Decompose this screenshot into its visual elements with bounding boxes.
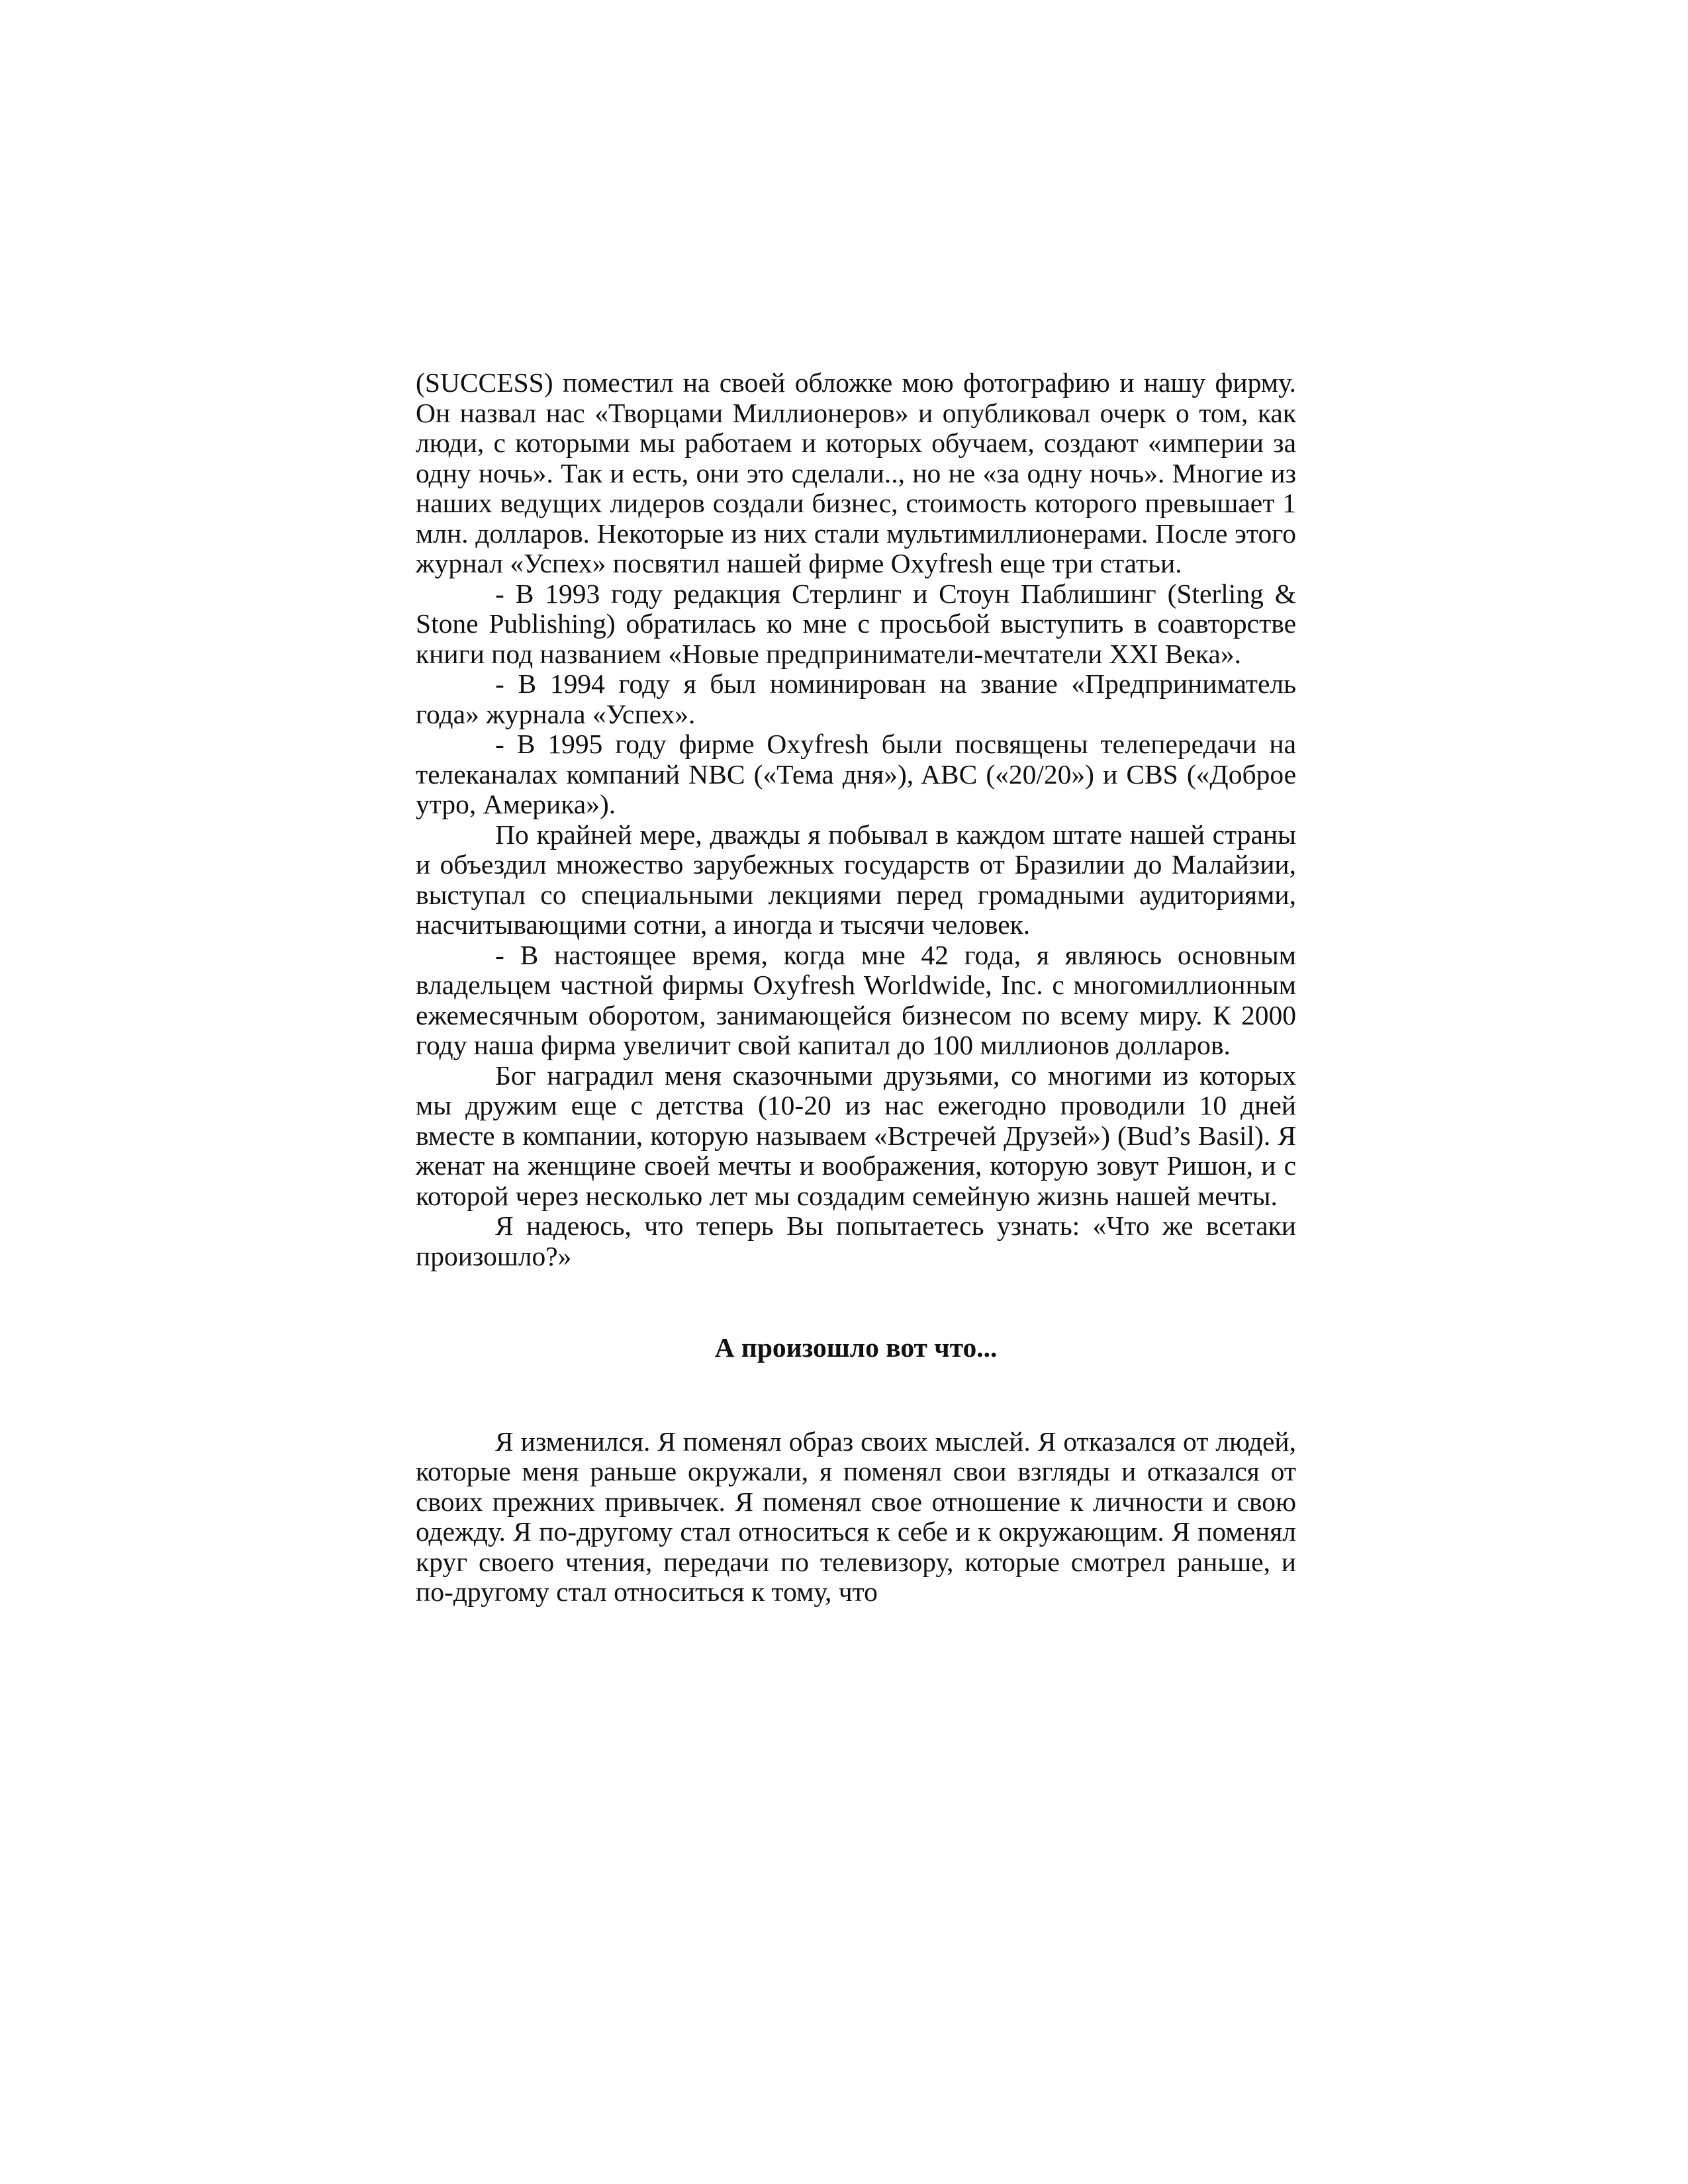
paragraph-travels: По крайней мере, дважды я побывал в каждом штате нашей страны и объездил множество зарубежных государств от Бразилии до Малайзии, выступал со специальными лекциями перед громадными аудиториями, насчитывающими сотни, а иногда и тысячи человек. xyxy=(416,819,1296,940)
section-heading: А произошло вот что... xyxy=(714,1332,998,1363)
paragraph-changes: Я изменился. Я поменял образ своих мыслей. Я отказался от людей, которые меня раньше окружали, я поменял свои взгляды и отказался от своих прежних привычек. Я поменял свое отношение к личности и свою одежду. Я по-другому стал относиться к себе и к окружающим. Я поменял круг своего чтения, передачи по телевизору, которые смотрел раньше, и по-другому стал относиться к тому, что xyxy=(416,1426,1296,1607)
paragraph-friends: Бог наградил меня сказочными друзьями, со многими из которых мы дружим еще с детства (10-20 из нас ежегодно проводили 10 дней вместе в компании, которую называем «Встречей Друзей») (Bud’s Basil). Я женат на женщине своей мечты и воображения, которую зовут Ришон, и с которой через несколько лет мы создадим семейную жизнь нашей мечты. xyxy=(416,1060,1296,1211)
paragraph-success-magazine: (SUCCESS) поместил на своей обложке мою фотографию и нашу фирму. Он назвал нас «Творцами Миллионеров» и опубликовал очерк о том, как люди, с которыми мы работаем и которых обучаем, создают «империи за одну ночь». Так и есть, они это сделали.., но не «за одну ночь». Многие из наших ведущих лидеров создали бизнес, стоимость которого превышает 1 млн. долларов. Некоторые из них стали мультимиллионерами. После этого журнал «Успех» посвятил нашей фирме Oxyfresh еще три статьи. xyxy=(416,367,1296,578)
page-body xyxy=(416,368,1296,1608)
paragraph-question: Я надеюсь, что теперь Вы попытаетесь узнать: «Что же всетаки произошло?» xyxy=(416,1210,1296,1271)
paragraph-1994: - В 1994 году я был номинирован на звание «Предприниматель года» журнала «Успех». xyxy=(416,668,1296,729)
paragraph-1993: - В 1993 году редакция Стерлинг и Стоун Паблишинг (Sterling & Stone Publishing) обратилась ко мне с просьбой выступить в соавторстве книги под названием «Новые предприниматели-мечтатели XXI Века». xyxy=(416,578,1296,669)
paragraph-present-day: - В настоящее время, когда мне 42 года, я являюсь основным владельцем частной фирмы Oxyfresh Worldwide, Inc. с многомиллионным ежемесячным оборотом, занимающейся бизнесом по всему миру. К 2000 году наша фирма увеличит свой капитал до 100 миллионов долларов. xyxy=(416,939,1296,1060)
paragraph-1995: - В 1995 году фирме Oxyfresh были посвящены телепередачи на телеканалах компаний NBC («Тема дня»), ABC («20/20») и CBS («Доброе утро, Америка»). xyxy=(416,729,1296,819)
